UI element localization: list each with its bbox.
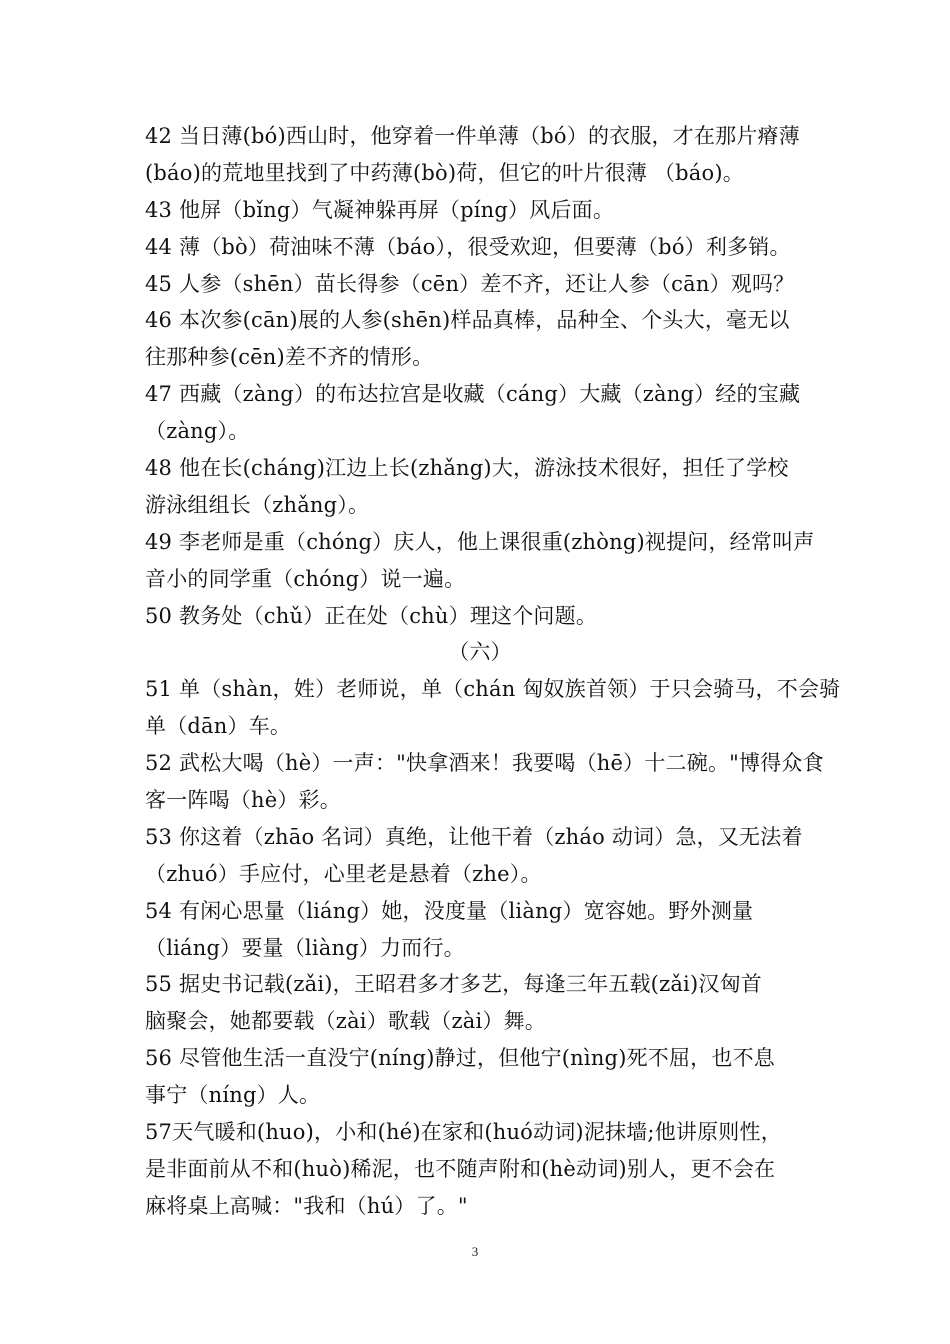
text-line: 53 你这着（zhāo 名词）真绝，让他干着（zháo 动词）急，又无法着 xyxy=(145,824,803,849)
text-line: 45 人参（shēn）苗长得参（cēn）差不齐，还让人参（cān）观吗？ xyxy=(145,271,795,296)
text-line: 44 薄（bò）荷油味不薄（báo），很受欢迎，但要薄（bó）利多销。 xyxy=(145,234,791,259)
text-line: 50 教务处（chǔ）正在处（chù）理这个问题。 xyxy=(145,603,598,628)
page-number: 3 xyxy=(471,1244,479,1259)
text-line: 是非面前从不和(huò)稀泥，也不随声附和(hè动词)别人，更不会在 xyxy=(145,1156,776,1181)
text-line: 47 西藏（zàng）的布达拉宫是收藏（cáng）大藏（zàng）经的宝藏 xyxy=(145,382,801,407)
text-line: 54 有闲心思量（liáng）她，没度量（liàng）宽容她。野外测量 xyxy=(145,898,754,923)
text-line: 游泳组组长（zhǎng）。 xyxy=(145,492,370,517)
text-line: 49 李老师是重（chóng）庆人，他上课很重(zhòng)视提问，经常叫声 xyxy=(145,529,815,554)
text-line: 52 武松大喝（hè）一声："快拿酒来！我要喝（hē）十二碗。"博得众食 xyxy=(145,751,824,776)
text-line: 48 他在长(cháng)江边上长(zhǎng)大，游泳技术很好，担任了学校 xyxy=(145,456,789,481)
text-line: 往那种参(cēn)差不齐的情形。 xyxy=(145,345,434,370)
text-line: （zàng）。 xyxy=(145,419,250,444)
text-line: 57天气暖和(huo)，小和(hé)在家和(huó动词)泥抹墙;他讲原则性， xyxy=(145,1120,782,1145)
text-line: 音小的同学重（chóng）说一遍。 xyxy=(145,566,466,591)
document-body xyxy=(145,118,841,1225)
section-heading: （六） xyxy=(448,640,512,665)
text-line: 46 本次参(cān)展的人参(shēn)样品真棒，品种全、个头大，毫无以 xyxy=(145,308,790,333)
text-line: 51 单（shàn，姓）老师说，单（chán 匈奴族首领）于只会骑马，不会骑 xyxy=(145,677,841,702)
text-line: 客一阵喝（hè）彩。 xyxy=(145,788,341,813)
text-line: (báo)的荒地里找到了中药薄(bò)荷，但它的叶片很薄 （báo)。 xyxy=(145,160,744,185)
text-line: 单（dān）车。 xyxy=(145,714,292,739)
text-line: 42 当日薄(bó)西山时，他穿着一件单薄（bó）的衣服，才在那片瘠薄 xyxy=(145,124,800,148)
text-line: 脑聚会，她都要载（zài）歌载（zài）舞。 xyxy=(145,1009,546,1034)
text-line: 55 据史书记载(zǎi)，王昭君多才多艺，每逢三年五载(zǎi)汉匈首 xyxy=(145,972,762,997)
text-line: 56 尽管他生活一直没宁(níng)静过，但他宁(nìng)死不屈，也不息 xyxy=(145,1046,775,1071)
text-line: （liáng）要量（liàng）力而行。 xyxy=(145,935,465,960)
text-line: 43 他屏（bǐng）气凝神躲再屏（píng）风后面。 xyxy=(145,197,615,222)
text-line: （zhuó）手应付，心里老是悬着（zhe）。 xyxy=(145,861,542,886)
text-line: 麻将桌上高喊："我和（hú）了。" xyxy=(145,1193,468,1218)
text-line: 事宁（níng）人。 xyxy=(145,1083,321,1108)
